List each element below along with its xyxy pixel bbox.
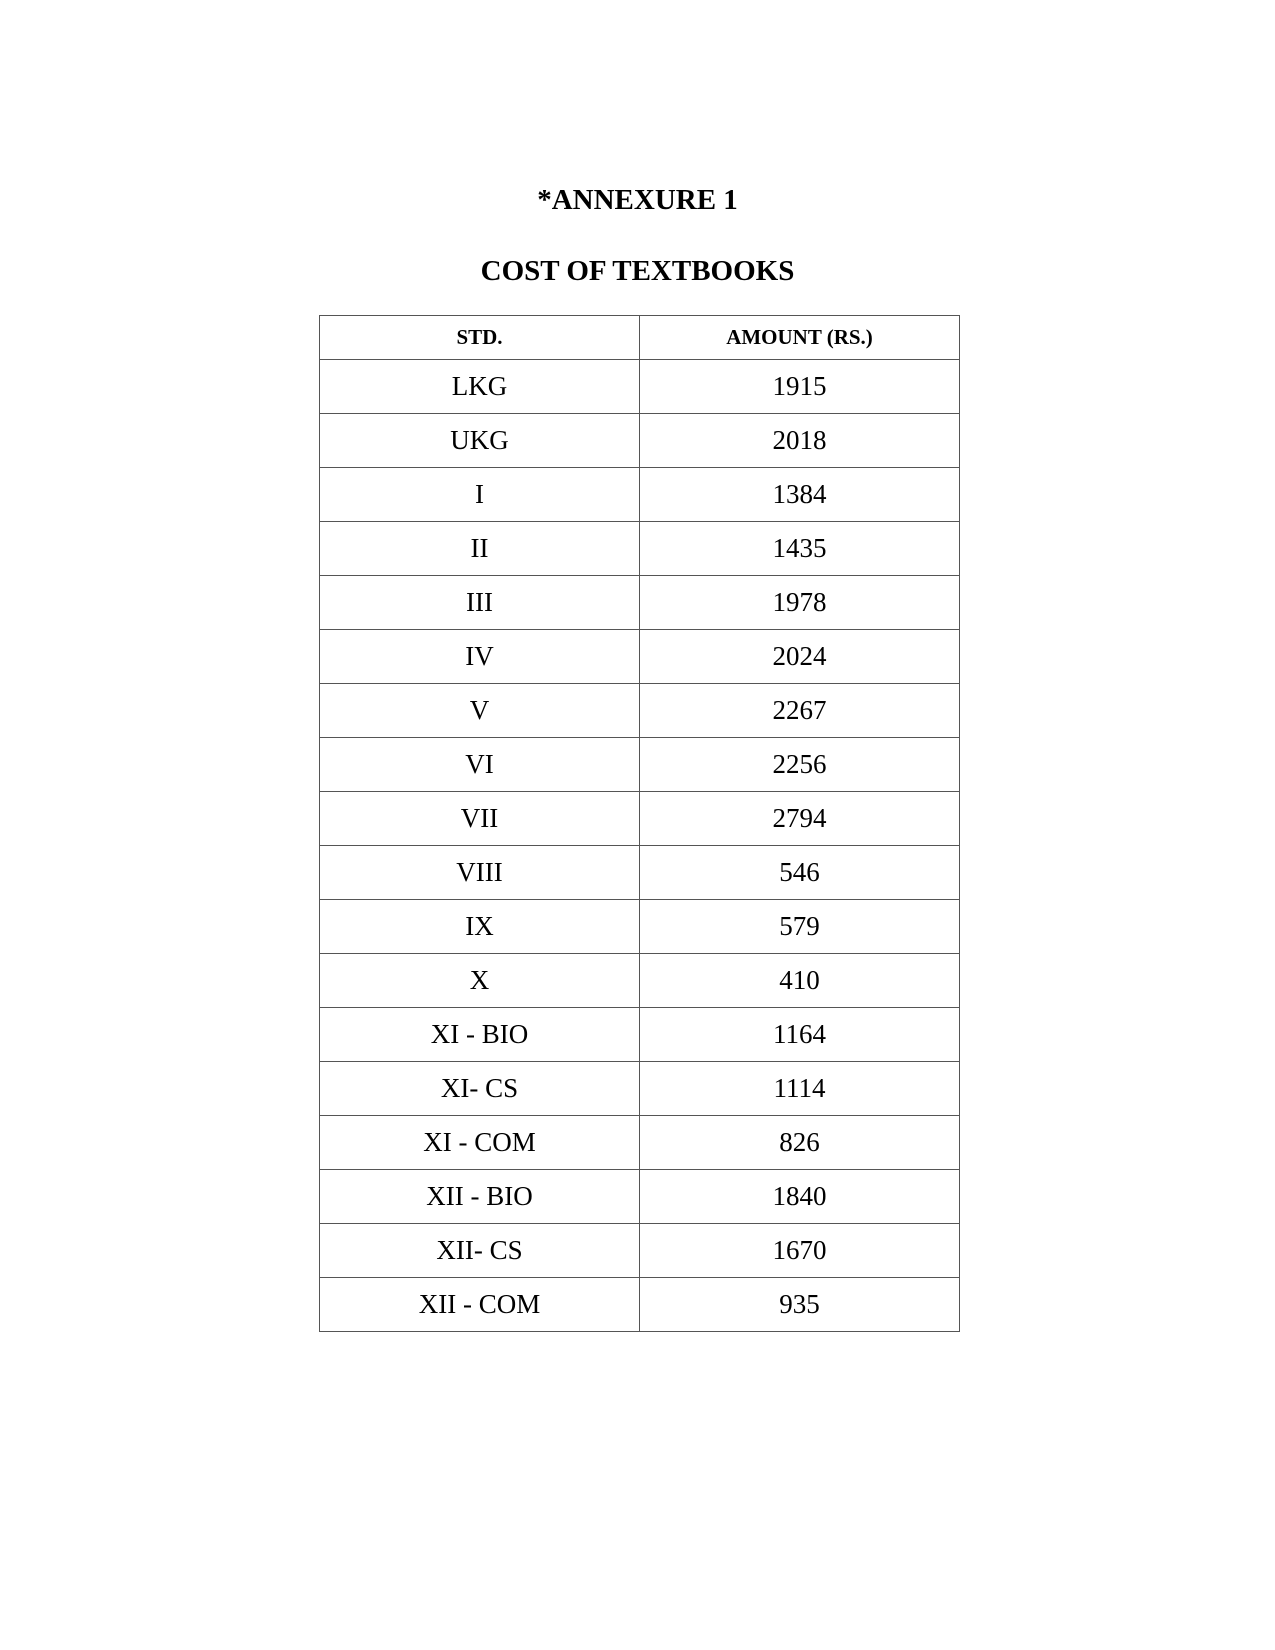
table-row [320,630,960,684]
table-row [320,792,960,846]
table-row [320,522,960,576]
amount-cell: 2018 [640,414,960,468]
std-cell: II [320,522,640,576]
std-cell: XII - COM [320,1278,640,1332]
std-cell: XI - COM [320,1116,640,1170]
amount-cell: 1840 [640,1170,960,1224]
table-row [320,576,960,630]
table-row [320,1116,960,1170]
amount-cell: 1978 [640,576,960,630]
std-cell: I [320,468,640,522]
std-cell: XI- CS [320,1062,640,1116]
table-row [320,954,960,1008]
amount-cell: 1435 [640,522,960,576]
table-row [320,1008,960,1062]
cost-table [319,315,960,1332]
std-cell: VII [320,792,640,846]
table-row [320,1278,960,1332]
table-row [320,1170,960,1224]
table-row [320,1062,960,1116]
header-std: STD. [320,316,640,360]
amount-cell: 546 [640,846,960,900]
table-header-row [320,316,960,360]
table-row [320,468,960,522]
table-row [320,360,960,414]
table-row [320,684,960,738]
std-cell: V [320,684,640,738]
amount-cell: 1384 [640,468,960,522]
std-cell: VI [320,738,640,792]
annexure-title: *ANNEXURE 1 [537,184,738,216]
amount-cell: 826 [640,1116,960,1170]
header-amount: AMOUNT (RS.) [640,316,960,360]
amount-cell: 1164 [640,1008,960,1062]
std-cell: VIII [320,846,640,900]
amount-cell: 935 [640,1278,960,1332]
amount-cell: 2256 [640,738,960,792]
std-cell: XI - BIO [320,1008,640,1062]
amount-cell: 1915 [640,360,960,414]
std-cell: IX [320,900,640,954]
std-cell: XII - BIO [320,1170,640,1224]
std-cell: UKG [320,414,640,468]
table-row [320,414,960,468]
table-row [320,900,960,954]
amount-cell: 2267 [640,684,960,738]
amount-cell: 1670 [640,1224,960,1278]
amount-cell: 1114 [640,1062,960,1116]
table-row [320,846,960,900]
amount-cell: 579 [640,900,960,954]
page-title: COST OF TEXTBOOKS [480,255,795,287]
amount-cell: 410 [640,954,960,1008]
std-cell: XII- CS [320,1224,640,1278]
amount-cell: 2024 [640,630,960,684]
std-cell: IV [320,630,640,684]
std-cell: LKG [320,360,640,414]
amount-cell: 2794 [640,792,960,846]
table-row [320,738,960,792]
table-row [320,1224,960,1278]
std-cell: III [320,576,640,630]
std-cell: X [320,954,640,1008]
